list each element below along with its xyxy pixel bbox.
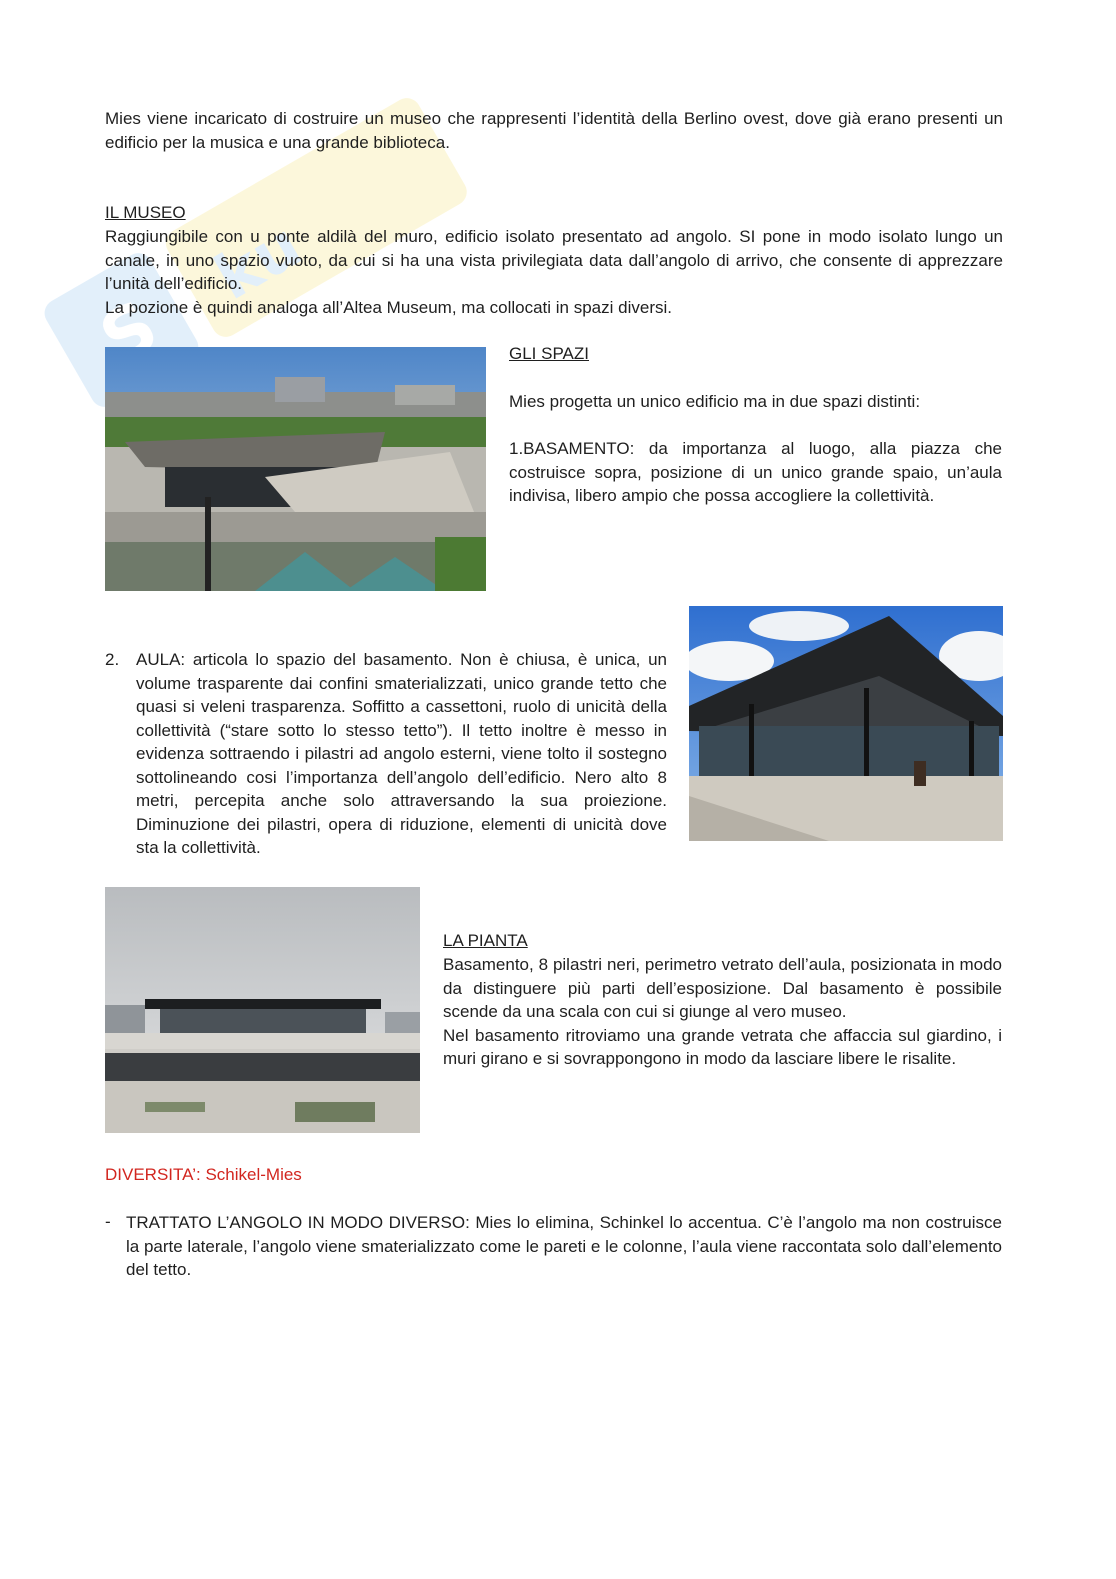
spazi-heading: GLI SPAZI: [509, 344, 589, 363]
pianta-paragraph: Basamento, 8 pilastri neri, perimetro vetrato dell’aula, posizionata in modo da distinguere più parti dell’esposizione. Dal basamento è possibile scende da una scala con cui si giunge al vero museo.: [443, 955, 1002, 1021]
svg-text:S: S: [86, 284, 172, 381]
corner-view-photo: [689, 606, 1003, 841]
pianta-section: [443, 953, 1002, 1071]
aerial-museum-photo: [105, 347, 486, 591]
aula-paragraph: AULA: articola lo spazio del basamento. Non è chiusa, è unica, un volume trasparente dai confini smaterializzati, unico grande tetto che quasi si veleni trasparenza. Soffitto a cassettoni, ruolo di unicità della collettività (“stare sotto lo stesso tetto”). Il tetto inoltre è messo in evidenza sottraendo i pilastri ad angolo esterni, viene tolto il sostegno sottolineando cosi l’importanza dell’angolo dell’edificio. Nero alto 8 metri, percepita anche solo attraversando la sua proiezione. Diminuzione dei pilastri, opera di riduzione, elementi di unicità dove sta la collettività.: [136, 650, 667, 857]
svg-text:ku: ku: [202, 208, 314, 314]
front-view-photo: [105, 887, 420, 1133]
diversita-list-item: TRATTATO L’ANGOLO IN MODO DIVERSO: Mies lo elimina, Schinkel lo accentua. C’è l’angolo ma non costruisce la parte laterale, l’angolo viene smaterializzato come le pareti e le colonne, l’aula viene raccontata solo dall’elemento del tetto.: [126, 1213, 1003, 1279]
pianta-heading: LA PIANTA: [443, 931, 528, 950]
museo-heading: IL MUSEO: [105, 203, 186, 222]
aula-list-number: 2.: [105, 650, 120, 669]
museo-paragraph-2: La pozione è quindi analoga all’Altea Museum, ma collocati in spazi diversi.: [105, 297, 672, 317]
spazi-intro: Mies progetta un unico edificio ma in due spazi distinti:: [509, 392, 921, 411]
intro-paragraph: Mies viene incaricato di costruire un museo che rappresenti l’identità della Berlino ovest, dove già erano presenti un edificio per la musica e una grande biblioteca.: [105, 109, 1003, 152]
museo-section: [105, 225, 1003, 319]
diversita-heading: DIVERSITA’: Schikel-Mies: [105, 1165, 302, 1184]
museo-paragraph: Raggiungibile con u ponte aldilà del muro, edificio isolato presentato ad angolo. SI pone in modo isolato lungo un canale, in uno spazio vuoto, da cui si ha una vista privilegiata data dall’angolo di arrivo, che consente di apprezzare l’unità dell’edificio.: [105, 227, 1003, 293]
basamento-paragraph: 1.BASAMENTO: da importanza al luogo, alla piazza che costruisce sopra, posizione di un unico grande spaio, un’aula indivisa, libero ampio che possa accogliere la collettività.: [509, 439, 1002, 505]
bullet-marker: -: [105, 1212, 111, 1231]
pianta-paragraph-2: Nel basamento ritroviamo una grande vetrata che affaccia sul giardino, i muri girano e si sovrappongono in modo da lasciare libere le risalite.: [443, 1025, 1002, 1068]
